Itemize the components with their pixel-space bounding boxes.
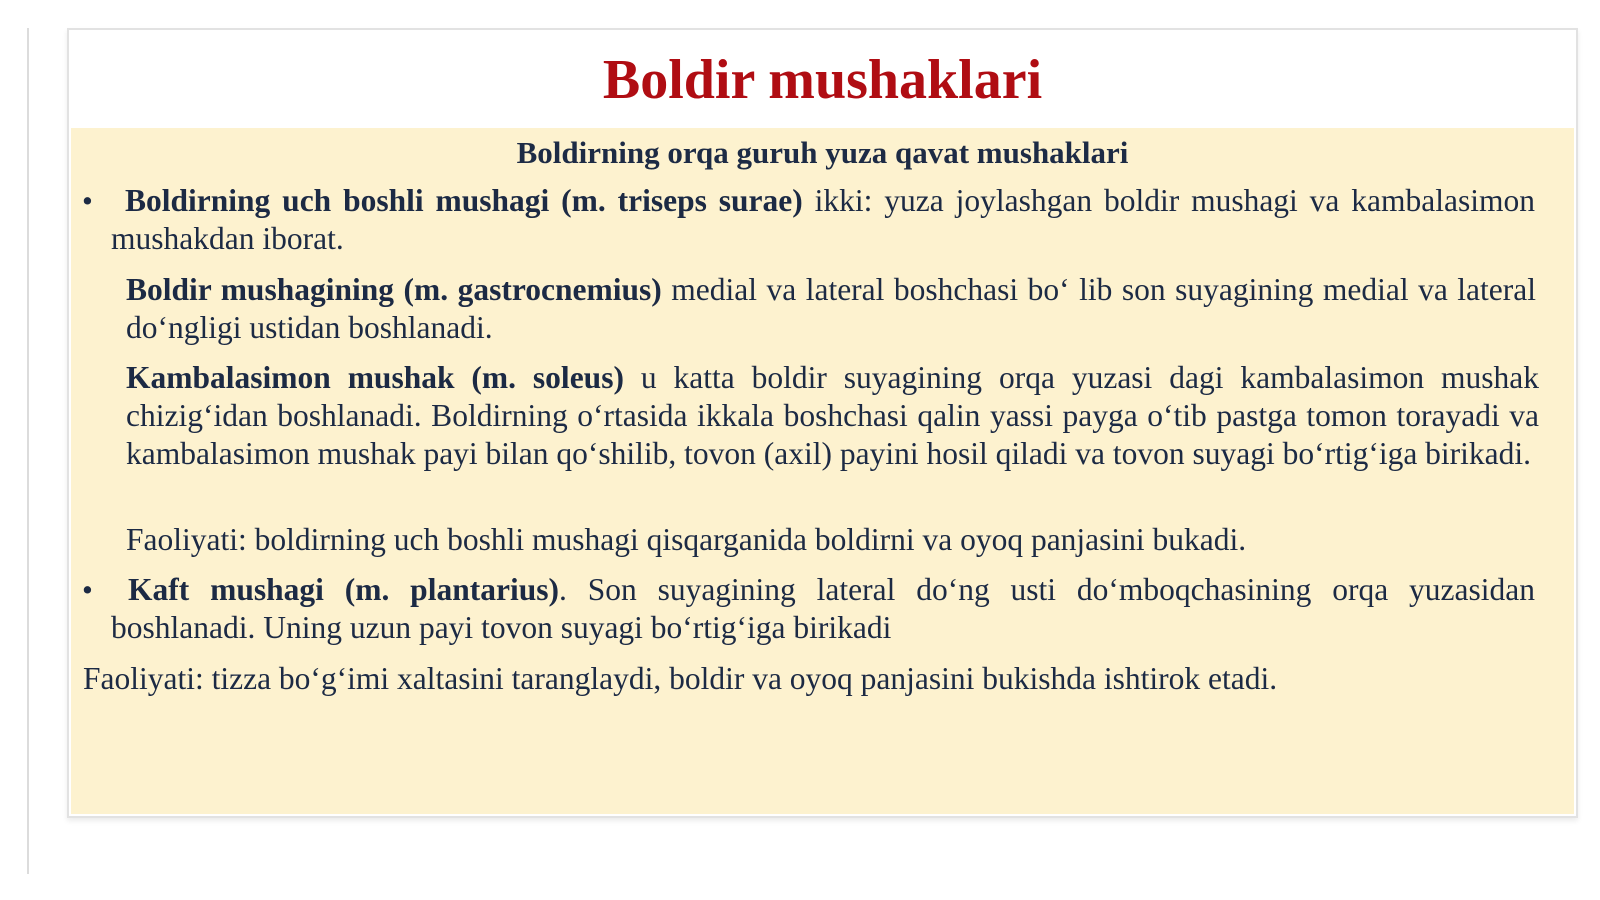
- slide: [67, 28, 1578, 818]
- text-triceps-surae: ikki: yuza joylashgan boldir mushagi va kambalasimon mushakdan iborat.: [111, 183, 1536, 256]
- bullet-marker-1: •: [82, 183, 93, 218]
- paragraph-function-plantaris: Faoliyati: tizza bo‘g‘imi xaltasini taranglaydi, boldir va oyoq panjasini bukishda ishtirok etadi.: [83, 661, 1278, 696]
- paragraph-soleus: [126, 359, 1539, 473]
- term-triceps-surae: Boldirning uch boshli mushagi (m. triseps surae): [125, 183, 803, 218]
- text-gastrocnemius: medial va lateral boshchasi bo‘ lib son suyagining medial va lateral do‘ngligi ustidan boshlanadi.: [126, 272, 1536, 345]
- paragraph-function-triceps: Faoliyati: boldirning uch boshli mushagi qisqarganida boldirni va oyoq panjasini bukadi.: [126, 522, 1247, 557]
- term-plantaris: Kaft mushagi (m. plantarius): [128, 572, 559, 607]
- slide-title: Boldir mushaklari: [602, 49, 1043, 111]
- text-plantaris: . Son suyagining lateral do‘ng usti do‘mboqchasining orqa yuzasidan boshlanadi. Uning uzun payi tovon suyagi bo‘rtig‘iga birikadi: [111, 572, 1536, 645]
- text-soleus: u katta boldir suyagining orqa yuzasi dagi kambalasimon mushak chizig‘idan boshlanadi. Boldirning o‘rtasida ikkala boshchasi qalin yassi payga o‘tib pastga tomon torayadi va kambalasimon mushak payi bilan qo‘shilib, tovon (axil) payini hosil qiladi va tovon suyagi bo‘rtig‘iga birikadi.: [126, 360, 1539, 471]
- term-gastrocnemius: Boldir mushagining (m. gastrocnemius): [126, 272, 662, 307]
- content-box: [71, 128, 1574, 814]
- term-soleus: Kambalasimon mushak (m. soleus): [126, 360, 624, 395]
- paragraph-gastrocnemius: [126, 271, 1536, 347]
- paragraph-triceps-surae: [111, 182, 1535, 258]
- page-edge-divider: [27, 28, 29, 874]
- bullet-marker-2: •: [82, 572, 93, 607]
- paragraph-plantaris: [111, 571, 1535, 647]
- section-subtitle: Boldirning orqa guruh yuza qavat mushaklari: [516, 135, 1129, 170]
